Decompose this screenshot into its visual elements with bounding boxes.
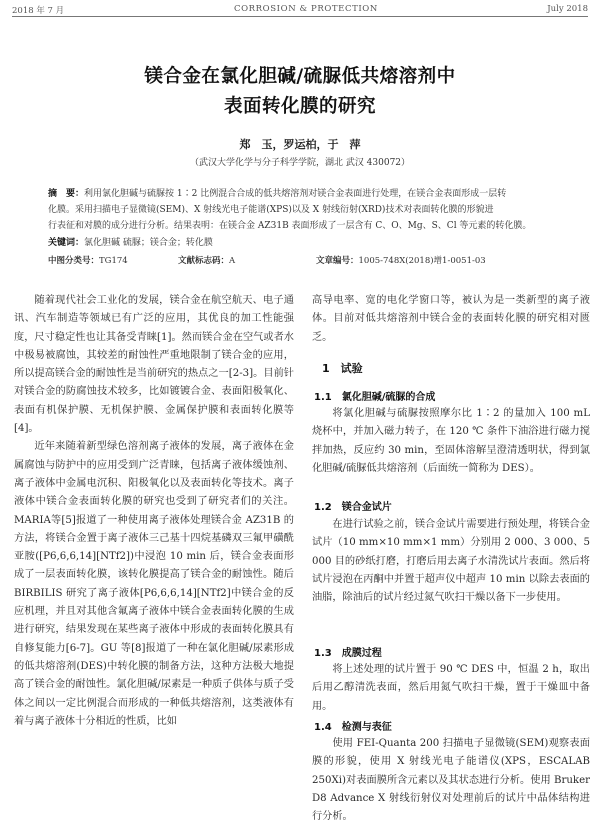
running-head-date-en: July 2018 (547, 4, 588, 14)
section-1-heading: 1 试验 (322, 362, 363, 375)
section-1-3-text: 将上述处理的试片置于 90 ℃ DES 中，恒温 2 h，取出后用乙醇清洗表面，然后用氮气吹扫干燥，置于干燥皿中备用。 (312, 664, 590, 712)
running-head-date: 2018 年 7 月 (12, 6, 65, 16)
intro-continuation: 高导电率、宽的电化学窗口等，被认为是一类新型的离子液体。目前对低共熔溶剂中镁合金的表面转化膜的研究相对匮乏。 (312, 295, 590, 343)
intro-paragraph-1: 随着现代社会工业化的发展，镁合金在航空航天、电子通讯、汽车制造等领域已有广泛的应用，其优良的加工性能强度，尺寸稳定性也让其备受青睐[1]。然而镁合金在空气或者水中极易被腐蚀，其较差的耐蚀性严重地限制了镁合金的应用，所以提高镁合金的耐蚀性是当前研究的热点之一[2-3]。目前针对镁合金的防腐蚀技术较多，比如镀镀合金、表面阳极氧化、表面有机保护膜、无机保护膜、金属保护膜和表面转化膜等[4]。 (14, 295, 294, 435)
abstract-line-2: 化膜。采用扫描电子显微镜(SEM)、X 射线光电子能谱(XPS)以及 X 射线衍射(XRD)技术对表面转化膜的形貌进 (48, 205, 494, 215)
clc-label: 中图分类号： (48, 256, 100, 266)
authors: 郑 玉，罗运柏，于 萍 (239, 138, 361, 151)
section-1-4-heading: 1.4 检测与表征 (314, 722, 392, 733)
section-1-2-text: 在进行试验之前，镁合金试片需要进行预处理，将镁合金试片（10 mm×10 mm×1 mm）分别用 2 000、3 000、5 000 目的砂纸打磨，打磨后用去离子水清洗试片表面。然后将试片浸泡在丙酮中并置于超声仪中超声 10 min 以除去表面的油脂，除油后的试片经过氮气吹扫干燥以备下一步使用。 (312, 519, 590, 604)
keywords-text: 氯化胆碱 硫脲；镁合金；转化膜 (84, 238, 213, 248)
article-no-label: 文章编号： (316, 256, 359, 266)
doc-code-value: A (229, 256, 236, 266)
abstract-text-1: 利用氯化胆碱与硫脲按 1∶2 比例混合合成的低共熔溶剂对镁合金表面进行处理，在镁合金表面形成一层转 (84, 189, 507, 199)
affiliation: （武汉大学化学与分子科学学院，湖北 武汉 430072） (189, 158, 411, 168)
running-head (12, 4, 588, 16)
left-column (14, 292, 294, 731)
clc-value: TG174 (99, 256, 128, 266)
section-1-1-heading: 1.1 氯化胆碱/硫脲的合成 (314, 392, 436, 403)
section-1-3-body (312, 661, 590, 716)
section-1-2-body (312, 516, 590, 607)
section-1-3-heading: 1.3 成膜过程 (314, 648, 382, 659)
section-1-4-body (312, 735, 590, 826)
keywords-label: 关键词： (48, 238, 85, 248)
doc-code-label: 文献标志码： (178, 256, 230, 266)
article-no-value: 1005-748X(2018)增1-0051-03 (358, 256, 486, 266)
section-1-2-heading: 1.2 镁合金试片 (314, 502, 392, 513)
section-1-1-body (312, 405, 590, 478)
right-intro (312, 292, 590, 347)
header-rule (12, 16, 588, 17)
section-1-4-text: 使用 FEI-Quanta 200 扫描电子显微镜(SEM)观察表面膜的形貌，使用 X 射线光电子能谱仪(XPS，ESCALAB 250Xi)对表面膜所含元素以及其状态进行分析。使用 Bruker D8 Advance X 射线衍射仪对处理前后的试片中晶体结构进行分析。 (312, 738, 590, 823)
paper-title-line2: 表面转化膜的研究 (223, 96, 376, 117)
abstract-line-3: 行表征和对膜的成分进行分析。结果表明：在镁合金 AZ31B 表面形成了一层含有 C、O、Mg、S、Cl 等元素的转化膜。 (48, 221, 532, 231)
keywords (48, 236, 568, 252)
abstract-label: 摘 要： (48, 189, 85, 199)
paper-title-line1: 镁合金在氯化胆碱/硫脲低共熔溶剂中 (144, 66, 456, 87)
section-1-1-text: 将氯化胆碱与硫脲按照摩尔比 1∶2 的量加入 100 mL 烧杯中，并加入磁力转子，在 120 ℃ 条件下油浴进行磁力搅拌加热，反应约 30 min，至固体溶解呈澄清透明状，得到氯化胆碱/硫脲低共熔溶剂（后面统一简称为 DES）。 (312, 408, 590, 474)
intro-paragraph-2: 近年来随着新型绿色溶剂离子液体的发展，离子液体在金属腐蚀与防护中的应用受到广泛青睐，包括离子液体缓蚀剂、离子液体中金属电沉积、阳极氧化以及表面转化等技术。离子液体中镁合金表面转化膜的研究也受到了研究者们的关注。MARIA等[5]报道了一种使用离子液体处理镁合金 AZ31B 的方法，将镁合金置于离子液体三己基十四烷基磷双三氟甲磺酰亚胺([P6,6,6,14][NTf2])中浸泡 10 min 后，镁合金表面形成了一层表面转化膜，该转化膜提高了镁合金的耐蚀性。随后 BIRBILIS 研究了离子液体[P6,6,6,14][NTf2]中镁合金的反应机理，并且对其他含氟离子液体中镁合金表面转化膜的生成进行研究，结果发现在某些离子液体中形成的表面转化膜具有自修复能力[6-7]。GU 等[8]报道了一种在氯化胆碱/尿素形成的低共熔溶剂(DES)中转化膜的制备方法，这种方法极大地提高了镁合金的耐蚀性。氯化胆碱/尿素是一种质子供体与质子受体之间以一定比例混合而形成的一种低共熔溶剂，这类液体有着与离子液体十分相近的性质，比如 (14, 441, 294, 727)
abstract-line-1 (48, 187, 568, 203)
running-head-journal: CORROSION & PROTECTION (234, 4, 378, 14)
